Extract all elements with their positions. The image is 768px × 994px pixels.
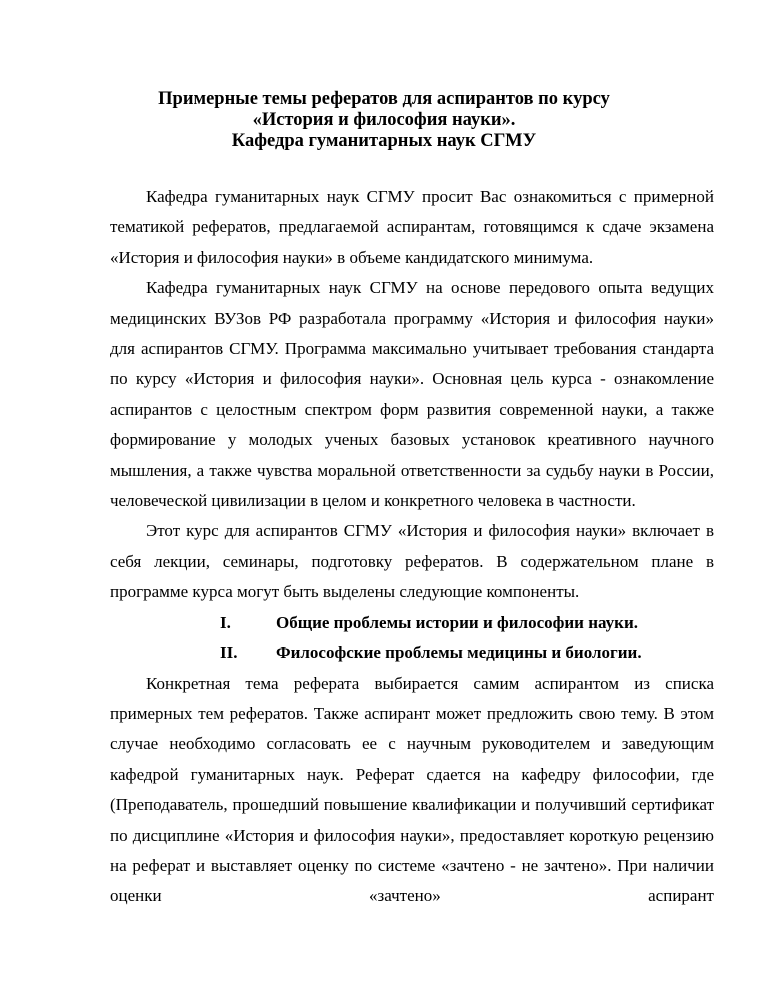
paragraph-topic-selection: Конкретная тема реферата выбирается самим аспирантом из списка примерных тем рефератов. Также аспирант может предложить свою тему. В этом случае необходимо согласовать ее с научным руководителем и заведующим кафедрой гуманитарных наук. Реферат сдается на кафедру философии, где (Преподаватель, прошедший повышение квалификации и получивший сертификат по дисциплине «История и философия науки», предоставляет короткую рецензию на реферат и выставляет оценку по системе «зачтено - не зачтено». При наличии оценки «зачтено» аспирант — [110, 673, 714, 906]
components-list — [110, 608, 714, 669]
title-line-3: Кафедра гуманитарных наук СГМУ — [231, 131, 537, 151]
document-title — [0, 89, 768, 152]
list-item-number: I. — [220, 612, 231, 632]
list-item-text: Философские проблемы медицины и биологии. — [276, 643, 642, 663]
list-item-number: II. — [220, 643, 238, 663]
list-item-text: Общие проблемы истории и философии науки. — [276, 612, 638, 632]
paragraph-program: Кафедра гуманитарных наук СГМУ на основе передового опыта ведущих медицинских ВУЗов РФ разработала программу «История и философия науки» для аспирантов СГМУ. Программа максимально учитывает требования стандарта по курсу «История и философия науки». Основная цель курса - ознакомление аспирантов с целостным спектром форм развития современной науки, а также формирование у молодых ученых базовых установок креативного научного мышления, а также чувства моральной ответственности за судьбу науки в России, человеческой цивилизации в целом и конкретного человека в частности. — [110, 278, 714, 511]
paragraph-intro: Кафедра гуманитарных наук СГМУ просит Вас ознакомиться с примерной тематикой рефератов, предлагаемой аспирантам, готовящимся к сдаче экзамена «История и философия науки» в объеме кандидатского минимума. — [110, 187, 714, 267]
paragraph-course: Этот курс для аспирантов СГМУ «История и философия науки» включает в себя лекции, семинары, подготовку рефератов. В содержательном плане в программе курса могут быть выделены следующие компоненты. — [110, 521, 714, 602]
list-item — [110, 638, 714, 668]
list-item — [110, 608, 714, 638]
title-line-1: Примерные темы рефератов для аспирантов по курсу — [158, 89, 610, 109]
title-line-2: «История и философия науки». — [252, 110, 516, 130]
document-body — [110, 182, 714, 912]
